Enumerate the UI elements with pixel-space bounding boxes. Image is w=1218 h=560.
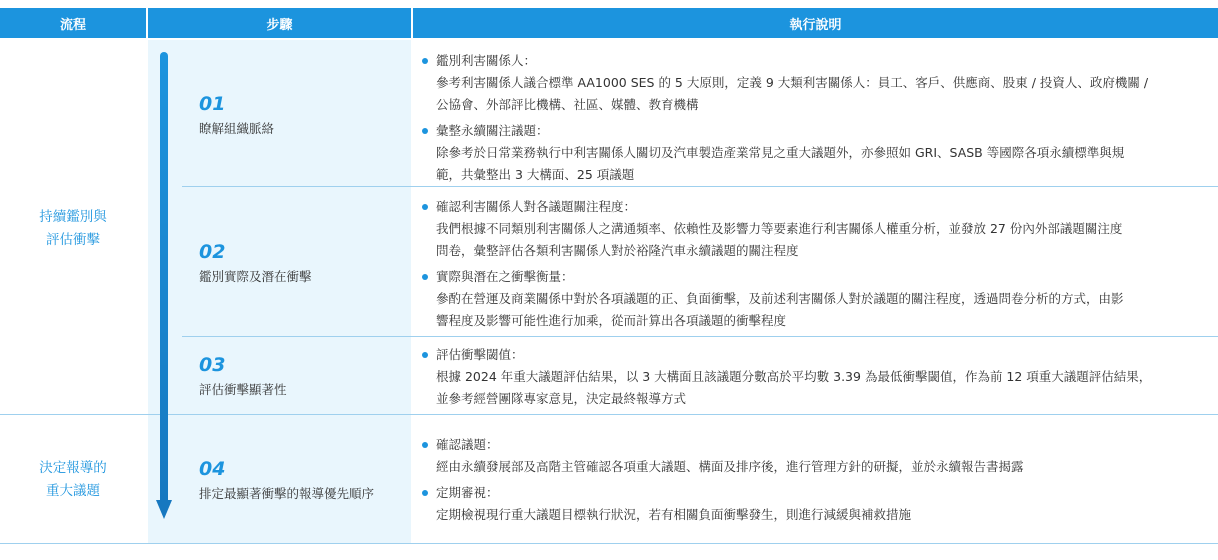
flow-label-line: 持續鑑別與 — [39, 209, 107, 225]
step-number: 03 — [199, 354, 226, 376]
step-title: 評估衝擊顯著性 — [199, 382, 287, 397]
row-divider — [182, 336, 1218, 337]
bullet-heading: 實際與潛在之衝擊衡量： — [422, 266, 1212, 288]
flow-label-line: 決定報導的 — [39, 460, 107, 476]
bullet-heading: 定期審視： — [422, 482, 1212, 504]
step-number: 04 — [199, 458, 226, 480]
arrow-head — [156, 500, 172, 519]
step-number: 02 — [199, 241, 226, 263]
bullet-heading: 鑑別利害關係人： — [422, 50, 1212, 72]
bullet-text: 並參考經營團隊專家意見，決定最終報導方式 — [436, 391, 687, 406]
bullet-text: 定期檢視現行重大議題目標執行狀況，若有相關負面衝擊發生，則進行減緩與補救措施 — [436, 507, 912, 522]
step-title: 鑑別實際及潛在衝擊 — [199, 269, 312, 284]
arrow-shaft — [160, 52, 168, 504]
bullet-text: 參考利害關係人議合標準 AA1000 SES 的 5 大原則，定義 9 大類利害關係人：員工、客戶、供應商、股東 / 投資人、政府機關 / — [436, 75, 1149, 90]
flow-label-line: 重大議題 — [46, 483, 100, 499]
step-03 — [199, 353, 287, 400]
section-divider — [0, 414, 1218, 415]
table-bottom-border — [0, 543, 1218, 544]
dot-bullet-icon — [422, 204, 428, 210]
flow-label-line: 評估衝擊 — [46, 232, 100, 248]
bullet-text: 我們根據不同類別利害關係人之溝通頻率、依賴性及影響力等要素進行利害關係人權重分析，並發放 27 份內外部議題關注度 — [436, 221, 1123, 236]
bullet-heading: 評估衝擊閾值： — [422, 344, 1212, 366]
step-02 — [199, 240, 312, 287]
row-divider — [182, 186, 1218, 187]
step-title: 排定最顯著衝擊的報導優先順序 — [199, 486, 375, 501]
bullet-text: 響程度及影響可能性進行加乘，從而計算出各項議題的衝擊程度 — [436, 313, 787, 328]
step-01 — [199, 92, 274, 139]
bullet-text: 經由永續發展部及高階主管確認各項重大議題、構面及排序後，進行管理方針的研擬，並於永續報告書揭露 — [436, 459, 1024, 474]
dot-bullet-icon — [422, 58, 428, 64]
step-title: 瞭解組織脈絡 — [199, 121, 275, 136]
dot-bullet-icon — [422, 274, 428, 280]
step-04-description — [422, 434, 1212, 526]
header-step: 步驟 — [148, 8, 411, 38]
bullet-text: 問卷，彙整評估各類利害關係人對於裕隆汽車永續議題的關注程度 — [436, 243, 799, 258]
flow-label-assess — [0, 206, 146, 252]
step-03-description — [422, 344, 1212, 410]
dot-bullet-icon — [422, 490, 428, 496]
dot-bullet-icon — [422, 352, 428, 358]
bullet-heading: 彙整永續關注議題： — [422, 120, 1212, 142]
bullet-text: 範，共彙整出 3 大構面、25 項議題 — [436, 167, 635, 182]
bullet-text: 根據 2024 年重大議題評估結果，以 3 大構面且該議題分數高於平均數 3.39 為最低衝擊閾值，作為前 12 項重大議題評估結果， — [436, 369, 1152, 384]
bullet-text: 公協會、外部評比機構、社區、媒體、教育機構 — [436, 97, 699, 112]
step-01-description — [422, 50, 1212, 186]
step-number: 01 — [199, 93, 226, 115]
bullet-text: 除參考於日常業務執行中利害關係人關切及汽車製造產業常見之重大議題外，亦參照如 GRI、SASB 等國際各項永續標準與規 — [436, 145, 1125, 160]
bullet-text: 參酌在營運及商業關係中對於各項議題的正、負面衝擊，及前述利害關係人對於議題的關注程度，透過問卷分析的方式，由影 — [436, 291, 1124, 306]
bullet-heading: 確認利害關係人對各議題關注程度： — [422, 196, 1212, 218]
flow-label-decide — [0, 457, 146, 503]
dot-bullet-icon — [422, 128, 428, 134]
header-flow: 流程 — [0, 8, 146, 38]
step-02-description — [422, 196, 1212, 332]
bullet-heading: 確認議題： — [422, 434, 1212, 456]
step-04 — [199, 457, 374, 504]
header-description: 執行說明 — [413, 8, 1218, 38]
dot-bullet-icon — [422, 442, 428, 448]
